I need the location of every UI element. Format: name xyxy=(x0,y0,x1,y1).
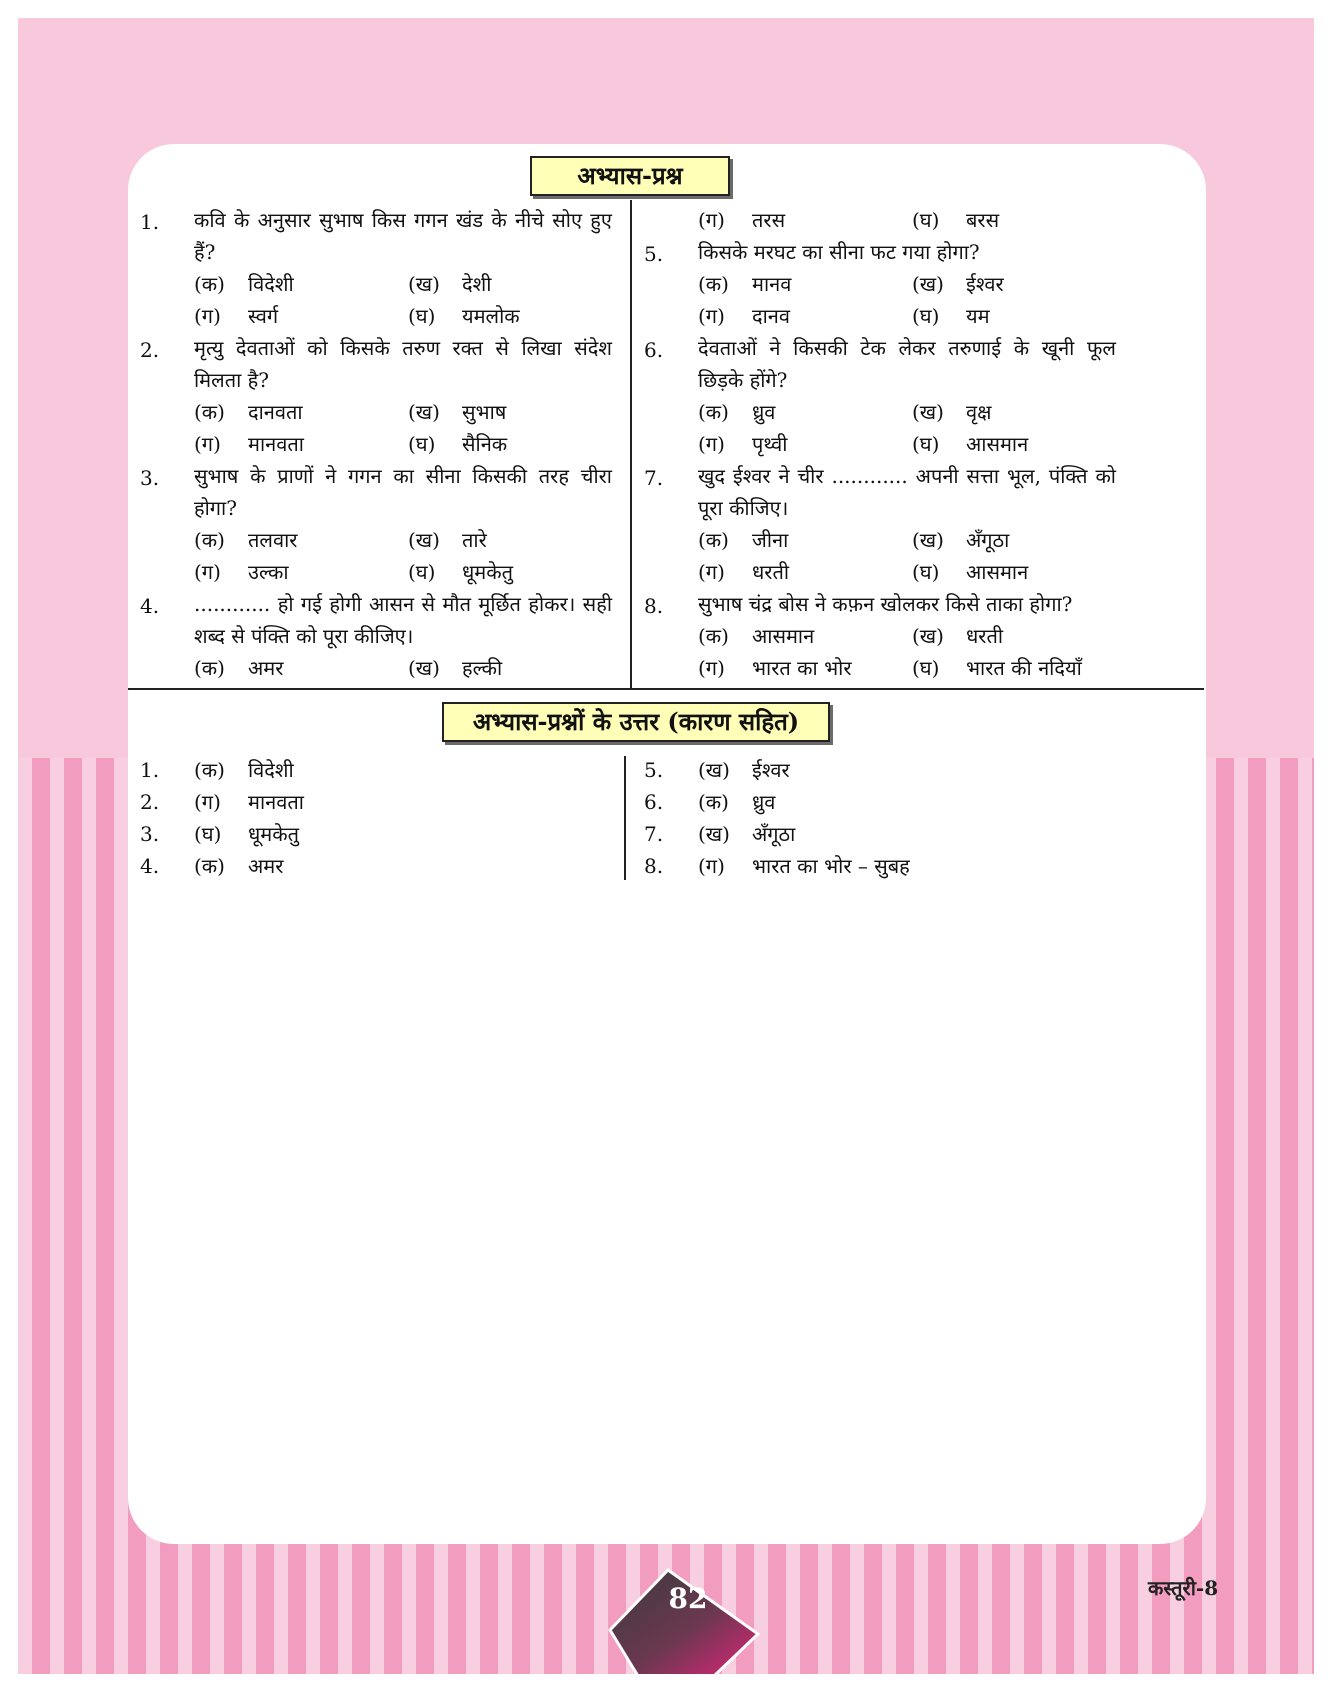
option-label: (ग) xyxy=(698,656,725,680)
option-label: (ग) xyxy=(698,432,725,456)
page-background xyxy=(18,18,1314,1674)
option-text: अँगूठा xyxy=(966,528,1010,552)
option-label: (क) xyxy=(194,656,225,680)
option-text: मानव xyxy=(752,272,792,296)
option-label: (ग) xyxy=(194,432,221,456)
answer-option-label: (ख) xyxy=(698,758,730,782)
option-text: मानवता xyxy=(248,432,304,456)
option-label: (घ) xyxy=(912,560,940,584)
option-text: दानवता xyxy=(248,400,303,424)
question-text-line: होगा? xyxy=(194,496,237,520)
option-label: (घ) xyxy=(912,656,940,680)
question-text-line: छिड़के होंगे? xyxy=(698,368,788,392)
answer-number: 6. xyxy=(644,790,664,814)
option-label: (ख) xyxy=(912,624,944,648)
option-label: (ख) xyxy=(408,656,440,680)
option-label: (क) xyxy=(698,400,729,424)
question-text-line: मृत्यु देवताओं को किसके तरुण रक्त से लिखा संदेश xyxy=(194,336,612,360)
option-text: आसमान xyxy=(966,432,1029,456)
page-number: 82 xyxy=(668,1582,708,1615)
question-text-line: किसके मरघट का सीना फट गया होगा? xyxy=(698,240,980,264)
option-text: बरस xyxy=(966,208,1000,232)
answers-column-divider xyxy=(624,756,626,880)
page-number-badge xyxy=(608,1564,760,1674)
book-label: कस्तूरी-8 xyxy=(1148,1576,1219,1600)
option-label: (क) xyxy=(194,528,225,552)
option-label: (ग) xyxy=(698,208,725,232)
answer-text: ईश्वर xyxy=(752,758,790,782)
option-text: हल्की xyxy=(462,656,503,680)
option-text: ध्रुव xyxy=(752,400,776,424)
option-label: (घ) xyxy=(912,432,940,456)
answer-text: विदेशी xyxy=(248,758,294,782)
answer-number: 1. xyxy=(140,758,160,782)
option-text: भारत का भोर xyxy=(752,656,852,680)
answer-option-label: (क) xyxy=(194,854,225,878)
option-text: तारे xyxy=(462,528,487,552)
option-text: भारत की नदियाँ xyxy=(966,656,1082,680)
answer-number: 7. xyxy=(644,822,664,846)
question-text-line: देवताओं ने किसकी टेक लेकर तरुणाई के खूनी फूल xyxy=(698,336,1116,360)
option-label: (ख) xyxy=(408,400,440,424)
question-number: 1. xyxy=(140,210,160,234)
option-label: (ख) xyxy=(408,528,440,552)
section-divider xyxy=(128,688,1204,690)
answer-option-label: (ग) xyxy=(194,790,221,814)
exercise-heading: अभ्यास-प्रश्न xyxy=(530,156,730,196)
answer-text: अँगूठा xyxy=(752,822,796,846)
answer-number: 4. xyxy=(140,854,160,878)
option-label: (घ) xyxy=(408,432,436,456)
question-text-line: पूरा कीजिए। xyxy=(698,496,789,520)
option-text: धरती xyxy=(966,624,1004,648)
option-label: (क) xyxy=(194,400,225,424)
question-text-line: कवि के अनुसार सुभाष किस गगन खंड के नीचे सोए हुए xyxy=(194,208,612,232)
option-text: धरती xyxy=(752,560,790,584)
option-label: (ग) xyxy=(194,560,221,584)
option-label: (घ) xyxy=(912,304,940,328)
option-text: ईश्वर xyxy=(966,272,1004,296)
answer-text: ध्रुव xyxy=(752,790,776,814)
answer-option-label: (क) xyxy=(698,790,729,814)
question-number: 2. xyxy=(140,338,160,362)
answer-text: अमर xyxy=(248,854,284,878)
option-text: जीना xyxy=(752,528,789,552)
option-text: दानव xyxy=(752,304,791,328)
option-label: (क) xyxy=(698,528,729,552)
answer-number: 5. xyxy=(644,758,664,782)
option-label: (घ) xyxy=(408,304,436,328)
answer-option-label: (क) xyxy=(194,758,225,782)
option-label: (क) xyxy=(698,272,729,296)
answer-option-label: (ग) xyxy=(698,854,725,878)
question-number: 4. xyxy=(140,594,160,618)
answers-heading: अभ्यास-प्रश्नों के उत्तर (कारण सहित) xyxy=(442,702,830,742)
option-label: (ग) xyxy=(698,560,725,584)
option-label: (ग) xyxy=(698,304,725,328)
option-text: धूमकेतु xyxy=(462,560,514,584)
option-text: यमलोक xyxy=(462,304,520,328)
question-number: 6. xyxy=(644,338,664,362)
option-label: (ग) xyxy=(194,304,221,328)
answer-option-label: (ख) xyxy=(698,822,730,846)
option-text: उल्का xyxy=(248,560,289,584)
question-text-line: हैं? xyxy=(194,240,216,264)
answer-text: भारत का भोर – सुबह xyxy=(752,854,910,878)
option-text: तरस xyxy=(752,208,786,232)
option-label: (ख) xyxy=(408,272,440,296)
question-number: 3. xyxy=(140,466,160,490)
answer-number: 8. xyxy=(644,854,664,878)
option-text: पृथ्वी xyxy=(752,432,788,456)
option-text: विदेशी xyxy=(248,272,294,296)
question-text-line: सुभाष चंद्र बोस ने कफ़न खोलकर किसे ताका होगा? xyxy=(698,592,1073,616)
question-number: 7. xyxy=(644,466,664,490)
option-text: आसमान xyxy=(752,624,815,648)
option-text: सैनिक xyxy=(462,432,508,456)
option-label: (क) xyxy=(194,272,225,296)
question-text-line: शब्द से पंक्ति को पूरा कीजिए। xyxy=(194,624,414,648)
answer-text: धूमकेतु xyxy=(248,822,300,846)
option-text: देशी xyxy=(462,272,492,296)
option-label: (ख) xyxy=(912,528,944,552)
answer-number: 2. xyxy=(140,790,160,814)
option-text: अमर xyxy=(248,656,284,680)
option-label: (घ) xyxy=(408,560,436,584)
option-label: (क) xyxy=(698,624,729,648)
question-text-line: सुभाष के प्राणों ने गगन का सीना किसकी तरह चीरा xyxy=(194,464,612,488)
questions-column-divider xyxy=(630,200,632,688)
question-number: 5. xyxy=(644,242,664,266)
answer-number: 3. xyxy=(140,822,160,846)
question-text-line: मिलता है? xyxy=(194,368,269,392)
question-number: 8. xyxy=(644,594,664,618)
answer-text: मानवता xyxy=(248,790,304,814)
option-text: आसमान xyxy=(966,560,1029,584)
option-text: सुभाष xyxy=(462,400,507,424)
option-label: (घ) xyxy=(912,208,940,232)
answer-option-label: (घ) xyxy=(194,822,222,846)
content-card xyxy=(128,144,1206,1544)
option-text: तलवार xyxy=(248,528,298,552)
option-text: स्वर्ग xyxy=(248,304,279,328)
option-label: (ख) xyxy=(912,272,944,296)
option-label: (ख) xyxy=(912,400,944,424)
option-text: वृक्ष xyxy=(966,400,992,424)
option-text: यम xyxy=(966,304,990,328)
question-text-line: खुद ईश्वर ने चीर ............ अपनी सत्ता भूल, पंक्ति को xyxy=(698,464,1116,488)
question-text-line: ............ हो गई होगी आसन से मौत मूर्छित होकर। सही xyxy=(194,592,612,616)
